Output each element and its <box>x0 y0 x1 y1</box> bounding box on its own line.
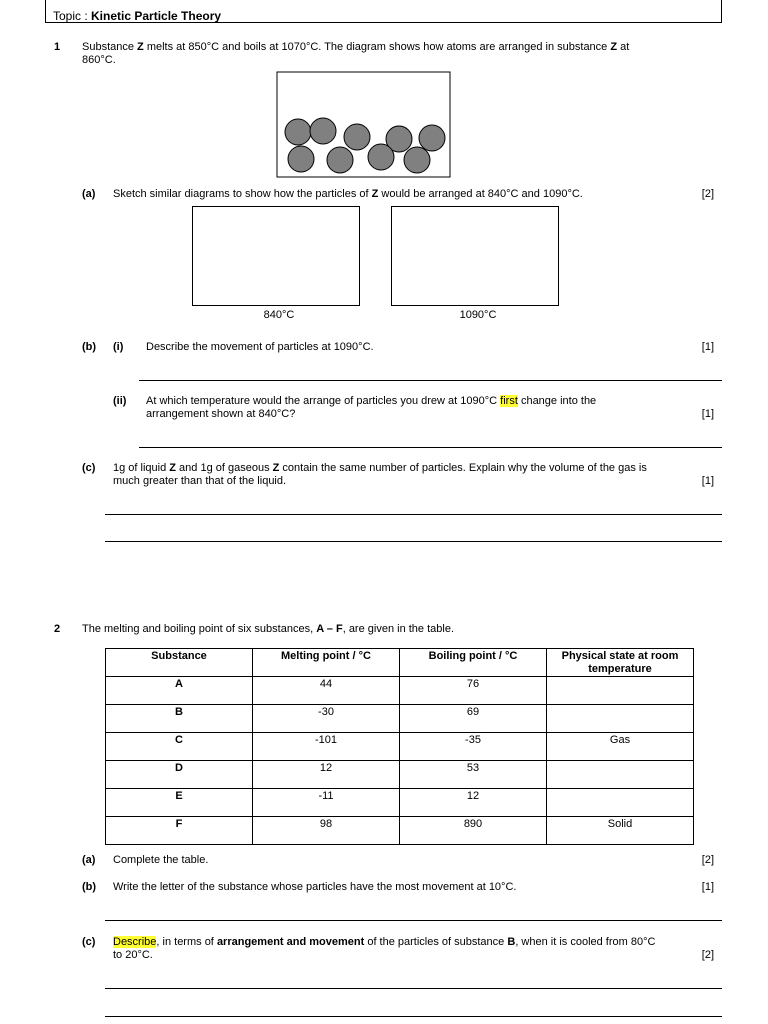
q1b-label: (b) <box>82 341 97 353</box>
cell-boiling: 76 <box>400 677 547 705</box>
particle <box>404 147 430 173</box>
q1bii-text <box>146 395 686 408</box>
particle <box>419 125 445 151</box>
cell-substance: A <box>106 677 253 705</box>
header-boiling-point: Boiling point / °C <box>400 649 547 677</box>
q2c-text <box>113 936 693 949</box>
cell-melting: -11 <box>253 789 400 817</box>
q1bii-line2: arrangement shown at 840°C? <box>146 408 296 420</box>
cell-state: Gas <box>547 733 694 761</box>
cell-state[interactable] <box>547 705 694 733</box>
q1a-marks: [2] <box>701 188 714 200</box>
cell-state[interactable] <box>547 677 694 705</box>
particle <box>368 144 394 170</box>
q2c-text-a: , in terms of <box>156 936 217 948</box>
q1-stem-z1: Z <box>137 41 144 53</box>
cell-state[interactable] <box>547 761 694 789</box>
q1c-text-b: and 1g of gaseous <box>176 462 273 474</box>
q1a-label: (a) <box>82 188 96 200</box>
header-substance: Substance <box>106 649 253 677</box>
caption-840: 840°C <box>263 309 295 321</box>
answer-line-q1c-1[interactable] <box>105 514 722 515</box>
q1c-text <box>113 462 693 475</box>
particle-diagram <box>276 71 452 179</box>
q2-stem-bold: A – F <box>316 623 343 635</box>
q1-stem-text-a: Substance <box>82 41 138 53</box>
q2-stem-text-a: The melting and boiling point of six substances, <box>82 623 317 635</box>
answer-line-q1bii[interactable] <box>139 447 722 448</box>
cell-boiling: 69 <box>400 705 547 733</box>
q2c-text-bold: arrangement and movement <box>216 936 365 948</box>
cell-substance: D <box>106 761 253 789</box>
cell-boiling: 12 <box>400 789 547 817</box>
table-header-row <box>106 649 694 677</box>
particle <box>327 147 353 173</box>
q1c-label: (c) <box>82 462 96 474</box>
topic-header <box>53 10 221 23</box>
q1c-line2: much greater than that of the liquid. <box>113 475 287 487</box>
table-row <box>106 677 694 705</box>
cell-melting: -30 <box>253 705 400 733</box>
topic-header-box <box>45 0 722 23</box>
q2a-marks: [2] <box>701 854 714 866</box>
q2c-text-b: of the particles of substance <box>364 936 508 948</box>
q1c-text-a: 1g of liquid <box>113 462 170 474</box>
cell-substance: F <box>106 817 253 845</box>
q1bii-text-b: change into the <box>517 395 597 407</box>
answer-line-q2b[interactable] <box>105 920 722 921</box>
cell-melting: -101 <box>253 733 400 761</box>
particle <box>310 118 336 144</box>
table-row <box>106 733 694 761</box>
topic-label: Topic : <box>53 9 92 23</box>
caption-1090: 1090°C <box>459 309 497 321</box>
q2b-text: Write the letter of the substance whose particles have the most movement at 10°C. <box>113 881 517 893</box>
cell-melting: 12 <box>253 761 400 789</box>
q1-number: 1 <box>54 41 61 53</box>
particle <box>344 124 370 150</box>
q2c-marks: [2] <box>701 949 714 961</box>
q2b-label: (b) <box>82 881 97 893</box>
q1bii-text-a: At which temperature would the arrange of particles you drew at 1090°C <box>146 395 501 407</box>
particle <box>288 146 314 172</box>
q2c-highlight: Describe <box>113 936 157 948</box>
q2c-line2: to 20°C. <box>113 949 153 961</box>
q2c-text-substance: B <box>507 936 516 948</box>
topic-value: Kinetic Particle Theory <box>91 9 222 23</box>
q2c-text-c: , when it is cooled from 80°C <box>515 936 656 948</box>
cell-substance: B <box>106 705 253 733</box>
q1bi-marks: [1] <box>701 341 714 353</box>
q1bi-label: (i) <box>113 341 124 353</box>
q2-stem <box>82 623 454 636</box>
q1bi-text: Describe the movement of particles at 1090°C. <box>146 341 374 353</box>
header-physical-state: Physical state at room temperature <box>547 649 694 677</box>
q1bii-highlight: first <box>500 395 518 407</box>
cell-melting: 44 <box>253 677 400 705</box>
q2-number: 2 <box>54 623 61 635</box>
q1a-text-z: Z <box>371 188 379 200</box>
q1bii-marks: [1] <box>701 408 714 420</box>
cell-state: Solid <box>547 817 694 845</box>
cell-boiling: -35 <box>400 733 547 761</box>
cell-melting: 98 <box>253 817 400 845</box>
answer-line-q2c-1[interactable] <box>105 988 722 989</box>
table-row <box>106 761 694 789</box>
q1-stem-line2: 860°C. <box>82 54 116 66</box>
answer-line-q2c-2[interactable] <box>105 1016 722 1017</box>
q1bii-label: (ii) <box>113 395 127 407</box>
q1-stem <box>82 41 702 54</box>
q1-stem-z2: Z <box>610 41 618 53</box>
table-row <box>106 789 694 817</box>
cell-substance: E <box>106 789 253 817</box>
q1a-text-a: Sketch similar diagrams to show how the particles of <box>113 188 372 200</box>
cell-boiling: 53 <box>400 761 547 789</box>
q1-stem-text-b: melts at 850°C and boils at 1070°C. The diagram shows how atoms are arranged in substance <box>143 41 611 53</box>
header-melting-point: Melting point / °C <box>253 649 400 677</box>
substances-table <box>105 648 694 845</box>
q1a-text-b: would be arranged at 840°C and 1090°C. <box>378 188 583 200</box>
particle <box>285 119 311 145</box>
cell-substance: C <box>106 733 253 761</box>
answer-line-q1bi[interactable] <box>139 380 722 381</box>
q2a-text: Complete the table. <box>113 854 209 866</box>
sketch-box-1090[interactable] <box>391 206 559 306</box>
q2a-label: (a) <box>82 854 96 866</box>
q2-stem-text-b: , are given in the table. <box>342 623 454 635</box>
q1-stem-text-c: at <box>617 41 630 53</box>
q1c-text-z2: Z <box>272 462 280 474</box>
q1c-marks: [1] <box>701 475 714 487</box>
q2c-label: (c) <box>82 936 96 948</box>
cell-state[interactable] <box>547 789 694 817</box>
table-row <box>106 817 694 845</box>
q2b-marks: [1] <box>701 881 714 893</box>
answer-line-q1c-2[interactable] <box>105 541 722 542</box>
q1c-text-c: contain the same number of particles. Explain why the volume of the gas is <box>279 462 647 474</box>
sketch-box-840[interactable] <box>192 206 360 306</box>
q1c-text-z1: Z <box>169 462 176 474</box>
table-row <box>106 705 694 733</box>
q1a-text <box>113 188 583 201</box>
cell-boiling: 890 <box>400 817 547 845</box>
